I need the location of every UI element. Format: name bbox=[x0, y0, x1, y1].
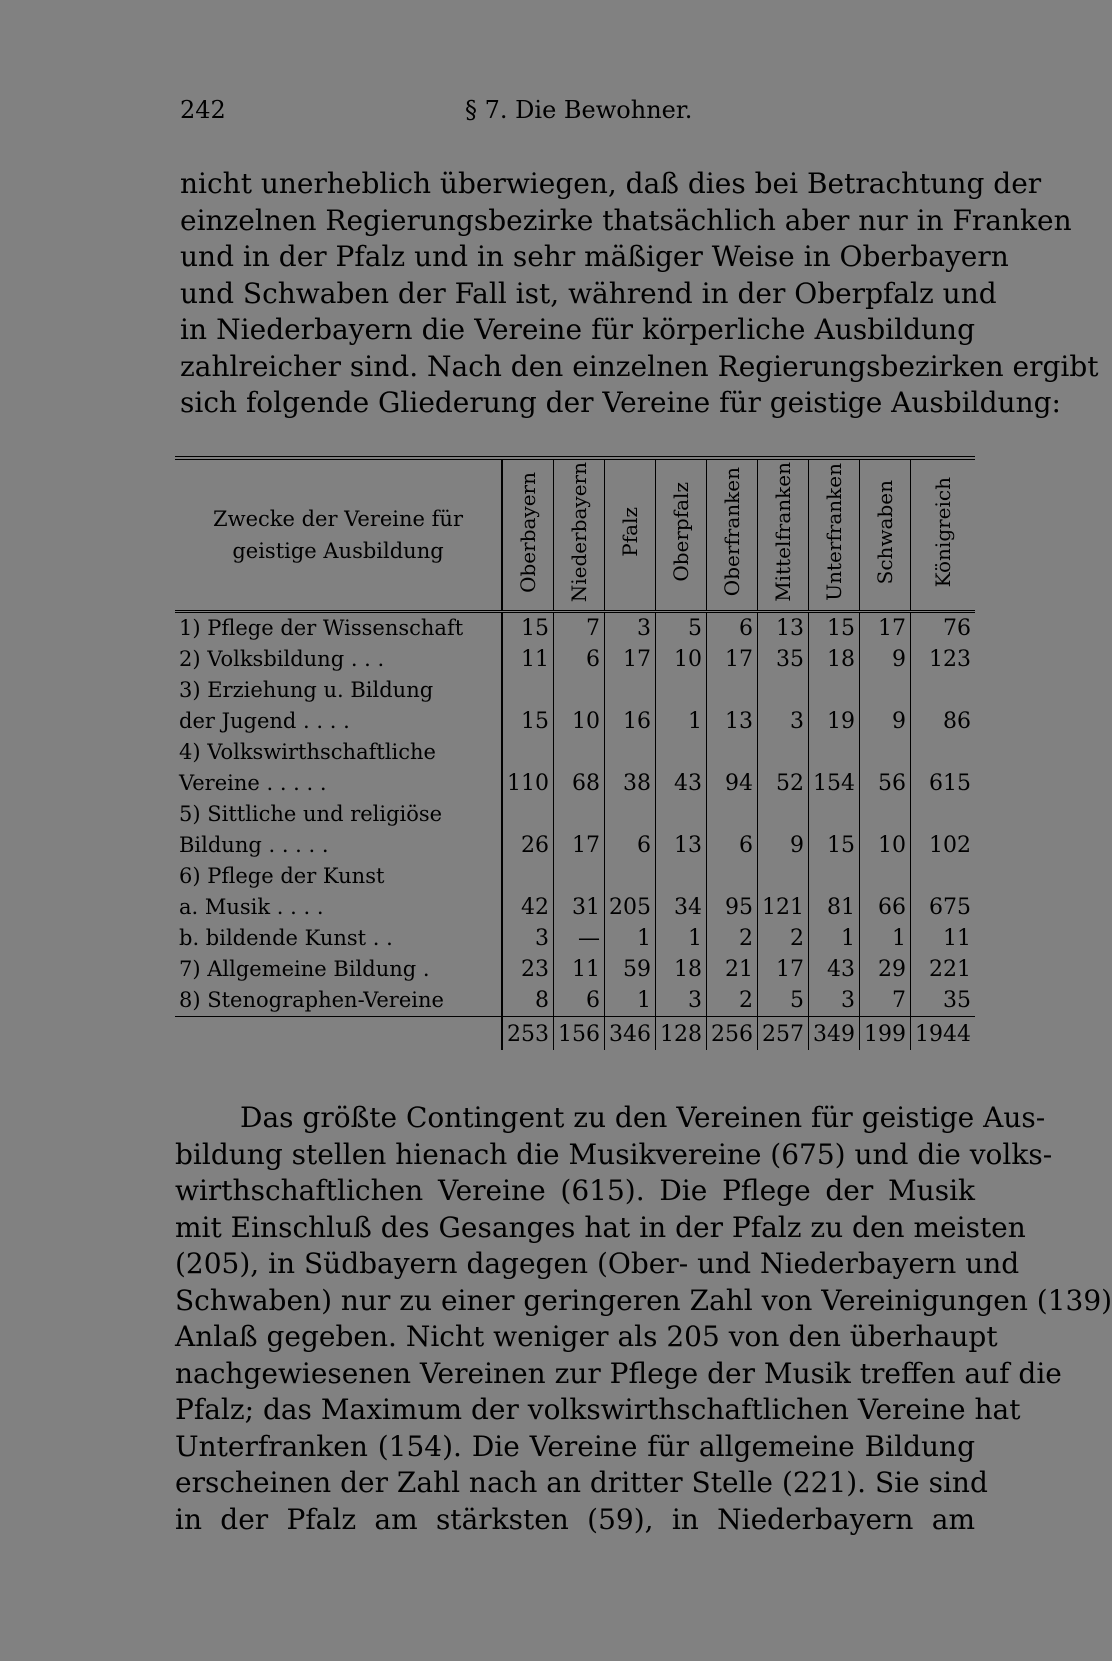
table-cell: 13 bbox=[707, 706, 758, 737]
table-cell bbox=[758, 675, 809, 706]
table-cell: 3 bbox=[502, 923, 554, 954]
purpose-column-header: Zwecke der Vereine für geistige Ausbildung bbox=[175, 458, 502, 612]
table-cell: 3 bbox=[809, 985, 860, 1017]
table-cell: 29 bbox=[860, 954, 911, 985]
text-line: nicht unerheblich überwiegen, daß dies bei Betrachtung der bbox=[180, 167, 1042, 200]
row-label: 6) Pflege der Kunst bbox=[175, 861, 502, 892]
table-row bbox=[175, 644, 975, 675]
text-line: in Niederbayern die Vereine für körperliche Ausbildung bbox=[180, 313, 975, 346]
table-cell: 9 bbox=[860, 706, 911, 737]
table-cell: 42 bbox=[502, 892, 554, 923]
row-label: 5) Sittliche und religiöse bbox=[175, 799, 502, 830]
region-header: Mittelfranken bbox=[758, 458, 809, 612]
text-line: und in der Pfalz und in sehr mäßiger Weise in Oberbayern bbox=[180, 240, 1009, 273]
table-cell: 121 bbox=[758, 892, 809, 923]
table-cell bbox=[758, 737, 809, 768]
text-line: bildung stellen hienach die Musikvereine (675) und die volks- bbox=[175, 1137, 1053, 1171]
region-header: Niederbayern bbox=[554, 458, 605, 612]
table-cell bbox=[860, 799, 911, 830]
table-cell: 123 bbox=[911, 644, 976, 675]
text-line: erscheinen der Zahl nach an dritter Stelle (221). Sie sind bbox=[175, 1466, 988, 1499]
table-cell: — bbox=[554, 923, 605, 954]
table-cell bbox=[605, 861, 656, 892]
row-label: der Jugend . . . . bbox=[175, 706, 502, 737]
row-label: 7) Allgemeine Bildung . bbox=[175, 954, 502, 985]
table-cell: 6 bbox=[554, 985, 605, 1017]
row-label: Bildung . . . . . bbox=[175, 830, 502, 861]
table-cell bbox=[809, 675, 860, 706]
table-cell bbox=[707, 799, 758, 830]
region-header: Königreich bbox=[911, 458, 976, 612]
row-label: 8) Stenographen-Vereine bbox=[175, 985, 502, 1017]
totals-label-cell bbox=[175, 1017, 502, 1051]
total-cell: 253 bbox=[502, 1017, 554, 1051]
text-line: wirthschaftlichen Vereine (615). Die Pflege der Musik bbox=[175, 1174, 975, 1207]
table-cell: 9 bbox=[758, 830, 809, 861]
table-cell: 13 bbox=[758, 612, 809, 645]
table-cell: 1 bbox=[605, 923, 656, 954]
table-cell bbox=[809, 737, 860, 768]
table-cell: 1 bbox=[809, 923, 860, 954]
total-cell: 199 bbox=[860, 1017, 911, 1051]
table-row bbox=[175, 768, 975, 799]
table-cell: 17 bbox=[605, 644, 656, 675]
running-title: § 7. Die Bewohner. bbox=[465, 96, 693, 124]
table-cell bbox=[758, 861, 809, 892]
table-cell bbox=[502, 861, 554, 892]
table-cell: 1 bbox=[605, 985, 656, 1017]
table-cell bbox=[605, 799, 656, 830]
region-header: Oberfranken bbox=[707, 458, 758, 612]
table-cell: 68 bbox=[554, 768, 605, 799]
table-cell: 17 bbox=[860, 612, 911, 645]
table-cell: 5 bbox=[758, 985, 809, 1017]
table-cell: 17 bbox=[707, 644, 758, 675]
table-cell bbox=[502, 737, 554, 768]
table-cell: 35 bbox=[911, 985, 976, 1017]
table-cell: 205 bbox=[605, 892, 656, 923]
table-cell: 76 bbox=[911, 612, 976, 645]
table-row bbox=[175, 954, 975, 985]
table-cell: 2 bbox=[758, 923, 809, 954]
row-label: Vereine . . . . . bbox=[175, 768, 502, 799]
table-row bbox=[175, 675, 975, 706]
table-cell: 6 bbox=[605, 830, 656, 861]
region-header: Unterfranken bbox=[809, 458, 860, 612]
text-line: nachgewiesenen Vereinen zur Pflege der Musik treffen auf die bbox=[175, 1356, 1062, 1390]
text-line: (205), in Südbayern dagegen (Ober- und Niederbayern und bbox=[175, 1247, 1020, 1280]
table-header-row bbox=[175, 458, 975, 612]
table-cell: 31 bbox=[554, 892, 605, 923]
table-cell: 675 bbox=[911, 892, 976, 923]
table-cell bbox=[554, 861, 605, 892]
row-label: b. bildende Kunst . . bbox=[175, 923, 502, 954]
table-cell bbox=[809, 861, 860, 892]
table-cell bbox=[554, 737, 605, 768]
total-cell: 346 bbox=[605, 1017, 656, 1051]
table-cell: 10 bbox=[656, 644, 707, 675]
table-cell: 56 bbox=[860, 768, 911, 799]
table-cell: 59 bbox=[605, 954, 656, 985]
table-cell: 11 bbox=[502, 644, 554, 675]
table-cell: 19 bbox=[809, 706, 860, 737]
table-cell: 13 bbox=[656, 830, 707, 861]
table-cell: 17 bbox=[554, 830, 605, 861]
table-cell bbox=[502, 675, 554, 706]
table-cell: 9 bbox=[860, 644, 911, 675]
text-line: Anlaß gegeben. Nicht weniger als 205 von den überhaupt bbox=[175, 1320, 998, 1353]
table-cell: 18 bbox=[809, 644, 860, 675]
row-label: 1) Pflege der Wissenschaft bbox=[175, 612, 502, 645]
table-cell: 7 bbox=[554, 612, 605, 645]
table-cell bbox=[860, 675, 911, 706]
table-cell bbox=[911, 737, 976, 768]
table-cell bbox=[605, 675, 656, 706]
table-row bbox=[175, 892, 975, 923]
table-cell bbox=[911, 675, 976, 706]
page-number: 242 bbox=[180, 96, 226, 124]
table-cell bbox=[656, 737, 707, 768]
table-cell: 3 bbox=[758, 706, 809, 737]
total-cell: 156 bbox=[554, 1017, 605, 1051]
table-cell: 81 bbox=[809, 892, 860, 923]
table-cell: 86 bbox=[911, 706, 976, 737]
table-cell: 16 bbox=[605, 706, 656, 737]
region-header: Pfalz bbox=[605, 458, 656, 612]
table-cell: 154 bbox=[809, 768, 860, 799]
table-cell: 8 bbox=[502, 985, 554, 1017]
table-cell bbox=[911, 799, 976, 830]
table-row bbox=[175, 985, 975, 1017]
text-line: Schwaben) nur zu einer geringeren Zahl von Vereinigungen (139) bbox=[175, 1283, 1112, 1317]
associations-table bbox=[175, 456, 975, 1050]
table-cell: 110 bbox=[502, 768, 554, 799]
table-cell: 10 bbox=[554, 706, 605, 737]
table-cell: 3 bbox=[605, 612, 656, 645]
table-cell: 17 bbox=[758, 954, 809, 985]
text-line: sich folgende Gliederung der Vereine für geistige Ausbildung: bbox=[180, 386, 1061, 419]
row-label: 4) Volkswirthschaftliche bbox=[175, 737, 502, 768]
table-cell: 43 bbox=[656, 768, 707, 799]
table-cell: 1 bbox=[656, 923, 707, 954]
table-cell: 15 bbox=[502, 612, 554, 645]
table-cell bbox=[656, 861, 707, 892]
text-line: und Schwaben der Fall ist, während in der Oberpfalz und bbox=[180, 276, 997, 310]
table-cell: 221 bbox=[911, 954, 976, 985]
table-row bbox=[175, 861, 975, 892]
table-cell: 1 bbox=[656, 706, 707, 737]
table-cell: 2 bbox=[707, 923, 758, 954]
row-label: 2) Volksbildung . . . bbox=[175, 644, 502, 675]
intro-paragraph bbox=[180, 166, 1099, 422]
table-cell: 6 bbox=[707, 612, 758, 645]
table-cell: 15 bbox=[809, 612, 860, 645]
region-header: Schwaben bbox=[860, 458, 911, 612]
table-cell: 35 bbox=[758, 644, 809, 675]
text-line: zahlreicher sind. Nach den einzelnen Regierungsbezirken ergibt bbox=[180, 349, 1099, 383]
table-cell bbox=[911, 861, 976, 892]
totals-row bbox=[175, 1017, 975, 1051]
table-row bbox=[175, 706, 975, 737]
table-cell: 5 bbox=[656, 612, 707, 645]
table-cell: 11 bbox=[554, 954, 605, 985]
table-row bbox=[175, 612, 975, 645]
table-cell: 615 bbox=[911, 768, 976, 799]
table-cell: 6 bbox=[707, 830, 758, 861]
table-cell: 6 bbox=[554, 644, 605, 675]
table-cell: 7 bbox=[860, 985, 911, 1017]
table-cell: 26 bbox=[502, 830, 554, 861]
table-cell bbox=[860, 861, 911, 892]
text-line: Das größte Contingent zu den Vereinen für geistige Aus- bbox=[240, 1101, 1046, 1134]
table-cell: 66 bbox=[860, 892, 911, 923]
region-header: Oberbayern bbox=[502, 458, 554, 612]
table-cell: 15 bbox=[502, 706, 554, 737]
table-cell: 23 bbox=[502, 954, 554, 985]
text-line: Pfalz; das Maximum der volkswirthschaftlichen Vereine hat bbox=[175, 1393, 1021, 1426]
total-cell: 257 bbox=[758, 1017, 809, 1051]
table-cell: 15 bbox=[809, 830, 860, 861]
body-paragraph bbox=[175, 1100, 1112, 1538]
table-cell bbox=[758, 799, 809, 830]
row-label: 3) Erziehung u. Bildung bbox=[175, 675, 502, 706]
total-cell: 1944 bbox=[911, 1017, 976, 1051]
table-cell: 43 bbox=[809, 954, 860, 985]
table-cell: 10 bbox=[860, 830, 911, 861]
table-cell: 11 bbox=[911, 923, 976, 954]
table-cell: 34 bbox=[656, 892, 707, 923]
table-cell bbox=[554, 799, 605, 830]
total-cell: 349 bbox=[809, 1017, 860, 1051]
table-row bbox=[175, 737, 975, 768]
table-cell bbox=[809, 799, 860, 830]
table-cell: 52 bbox=[758, 768, 809, 799]
total-cell: 128 bbox=[656, 1017, 707, 1051]
table-cell: 21 bbox=[707, 954, 758, 985]
table-cell bbox=[656, 799, 707, 830]
table-cell bbox=[707, 861, 758, 892]
total-cell: 256 bbox=[707, 1017, 758, 1051]
table-cell: 94 bbox=[707, 768, 758, 799]
table-cell bbox=[707, 737, 758, 768]
table-cell: 102 bbox=[911, 830, 976, 861]
text-line: mit Einschluß des Gesanges hat in der Pfalz zu den meisten bbox=[175, 1210, 1026, 1244]
table-cell bbox=[502, 799, 554, 830]
table-row bbox=[175, 830, 975, 861]
region-header: Oberpfalz bbox=[656, 458, 707, 612]
text-line: in der Pfalz am stärksten (59), in Niederbayern am bbox=[175, 1502, 975, 1536]
table-row bbox=[175, 799, 975, 830]
text-line: Unterfranken (154). Die Vereine für allgemeine Bildung bbox=[175, 1429, 975, 1463]
table-cell: 38 bbox=[605, 768, 656, 799]
table-cell bbox=[860, 737, 911, 768]
table-cell bbox=[707, 675, 758, 706]
table-cell: 2 bbox=[707, 985, 758, 1017]
table-cell: 3 bbox=[656, 985, 707, 1017]
table-cell: 1 bbox=[860, 923, 911, 954]
page-header bbox=[180, 96, 920, 136]
table-cell bbox=[554, 675, 605, 706]
row-label: a. Musik . . . . bbox=[175, 892, 502, 923]
table-cell bbox=[656, 675, 707, 706]
table-cell bbox=[605, 737, 656, 768]
table-cell: 95 bbox=[707, 892, 758, 923]
table-row bbox=[175, 923, 975, 954]
text-line: einzelnen Regierungsbezirke thatsächlich aber nur in Franken bbox=[180, 203, 1072, 237]
table-cell: 18 bbox=[656, 954, 707, 985]
